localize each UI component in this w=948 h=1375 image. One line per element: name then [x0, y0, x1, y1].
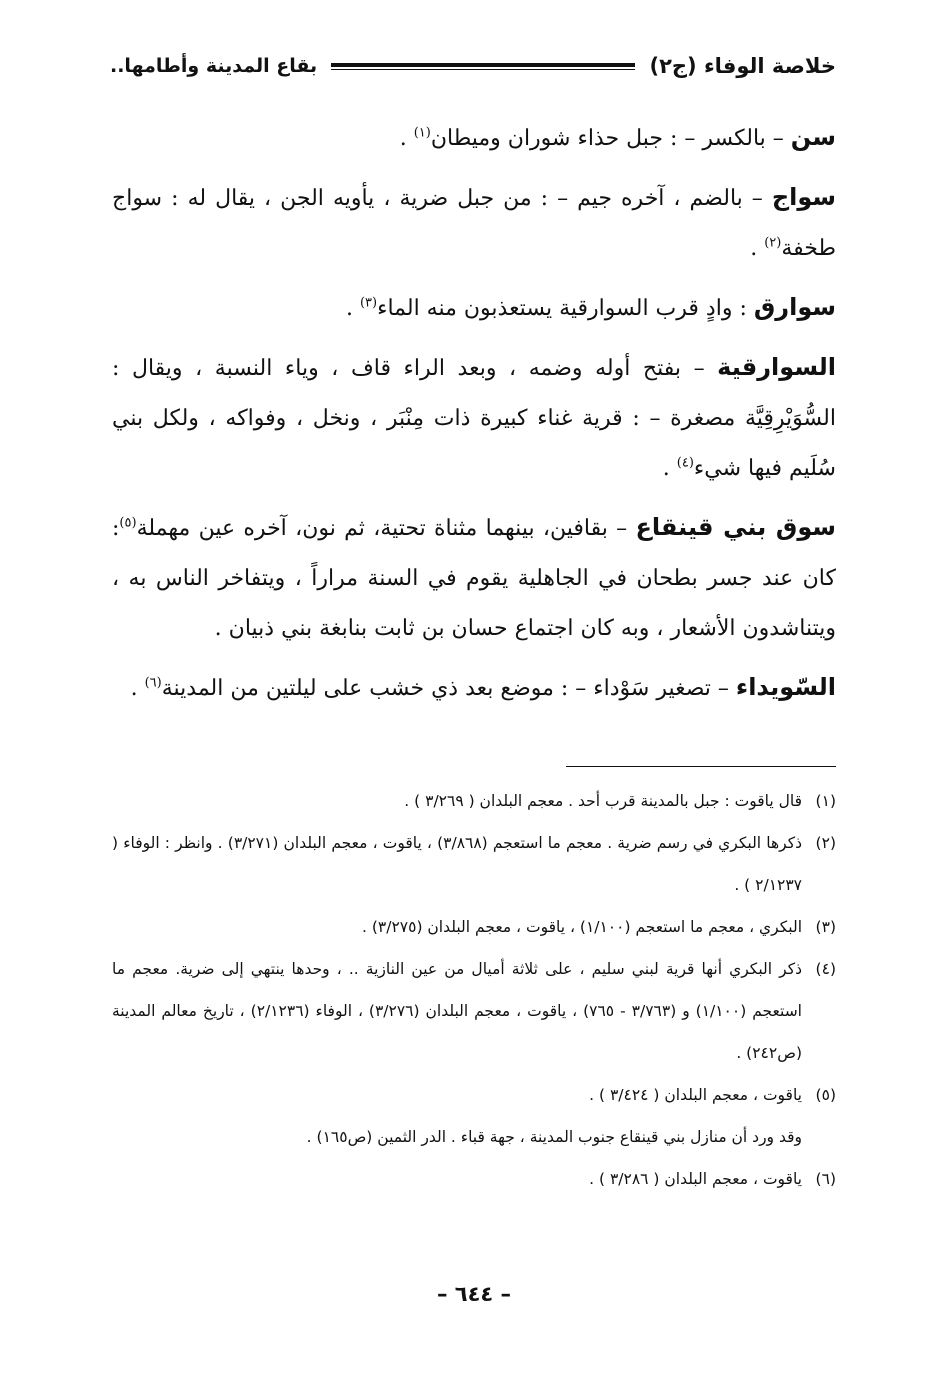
entry-term: السّويداء: [735, 673, 836, 701]
footnote: [112, 906, 836, 948]
footnote-text: وقد ورد أن منازل بني قينقاع جنوب المدينة ، جهة قباء . الدر الثمين (ص١٦٥) .: [306, 1128, 802, 1146]
footnote-text: قال ياقوت : جبل بالمدينة قرب أحد . معجم البلدان ( ٣/٢٦٩ ) .: [404, 792, 802, 810]
entry-text: – بالكسر – : جبل حذاء شوران وميطان: [430, 126, 791, 151]
footnote-number: (٦): [815, 1170, 836, 1188]
footnote-continuation: [112, 1116, 836, 1158]
entry-end: .: [750, 236, 765, 261]
footnote-ref: (١): [413, 125, 431, 141]
footnote-number: (٤): [815, 960, 836, 978]
book-title: خلاصة الوفاء (ج٢): [649, 54, 836, 78]
footnote-number: (٥): [815, 1086, 836, 1104]
entry: [112, 282, 836, 334]
entry-term: سواج: [771, 183, 836, 211]
entry: [112, 662, 836, 714]
footnote-number: (١): [815, 792, 836, 810]
entry-end: .: [662, 456, 677, 481]
entry-end: .: [345, 296, 360, 321]
footnote-number: (٣): [815, 918, 836, 936]
entry-text: : وادٍ قرب السوارقية يستعذبون منه الماء: [377, 296, 754, 321]
entry-term: السوارقية: [717, 353, 836, 381]
footnote: [112, 822, 836, 906]
footnote-text: ياقوت ، معجم البلدان ( ٣/٤٢٤ ) .: [589, 1086, 802, 1104]
footnote: [112, 1158, 836, 1200]
footnote-ref: (٢): [764, 235, 782, 251]
entry-end: .: [130, 676, 145, 701]
footnote-number: (٢): [815, 834, 836, 852]
footnote: [112, 948, 836, 1074]
entry-term: سن: [790, 123, 836, 151]
footnotes: [112, 780, 836, 1200]
header-rule: [331, 63, 635, 70]
footnote-text: البكري ، معجم ما استعجم (١/١٠٠) ، ياقوت ، معجم البلدان (٣/٢٧٥) .: [362, 918, 802, 936]
footnote-text: ياقوت ، معجم البلدان ( ٣/٢٨٦ ) .: [589, 1170, 802, 1188]
main-text: [112, 112, 836, 722]
footnote-ref: (٥): [119, 515, 137, 531]
page-number: – ٦٤٤ –: [436, 1282, 512, 1306]
entry-end: .: [399, 126, 414, 151]
chapter-title: بقاع المدينة وأطامها..: [110, 55, 318, 77]
entry: [112, 502, 836, 654]
entry-text: – بالضم ، آخره جيم – : من جبل ضرية ، يأويه الجن ، يقال له : سواج طخفة: [112, 186, 836, 261]
entry-term: سوارق: [753, 293, 836, 321]
footnote-ref: (٤): [676, 455, 694, 471]
entry-term: سوق بني قينقاع: [635, 513, 836, 541]
footnote-separator: [566, 766, 836, 767]
entry-text: – بقافين، بينهما مثناة تحتية، ثم نون، آخره عين مهملة: [136, 516, 636, 541]
entry-text: – تصغير سَوْداء – : موضع بعد ذي خشب على ليلتين من المدينة: [161, 676, 736, 701]
footnote-ref: (٦): [144, 675, 162, 691]
footnote: [112, 1074, 836, 1116]
footnote-ref: (٣): [359, 295, 378, 311]
running-header: [110, 44, 836, 88]
entry-end: : كان عند جسر بطحان في الجاهلية يقوم في السنة مراراً ، ويتفاخر الناس به ، ويتناشدون الأشعار ، وبه كان اجتماع حسان بن ثابت بنابغة بني ذبيان .: [112, 516, 836, 641]
footnote-text: ذكرها البكري في رسم ضرية . معجم ما استعجم (٣/٨٦٨) ، ياقوت ، معجم البلدان (٣/٢٧١) . وانظر : الوفاء ( ٢/١٢٣٧ ) .: [112, 834, 802, 894]
footnote: [112, 780, 836, 822]
entry: [112, 342, 836, 494]
entry: [112, 172, 836, 274]
entry: [112, 112, 836, 164]
footnote-text: ذكر البكري أنها قرية لبني سليم ، على ثلاثة أميال من عين النازية .. ، وحدها ينتهي إلى ضرية. معجم ما استعجم (١/١٠٠) و (٣/٧٦٣ - ٧٦٥) ، ياقوت ، معجم البلدان (٣/٢٧٦) ، الوفاء (٢/١٢٣٦) ، تاريخ معالم المدينة (ص٢٤٢) .: [112, 960, 802, 1062]
entry-text: – بفتح أوله وضمه ، وبعد الراء قاف ، وياء النسبة ، ويقال : السُّوَيْرِقِيَّة مصغرة – : قرية غناء كبيرة ذات مِنْبَر ، ونخل ، وفواكه ، ولكل بني سُلَيم فيها شيء: [112, 356, 836, 481]
